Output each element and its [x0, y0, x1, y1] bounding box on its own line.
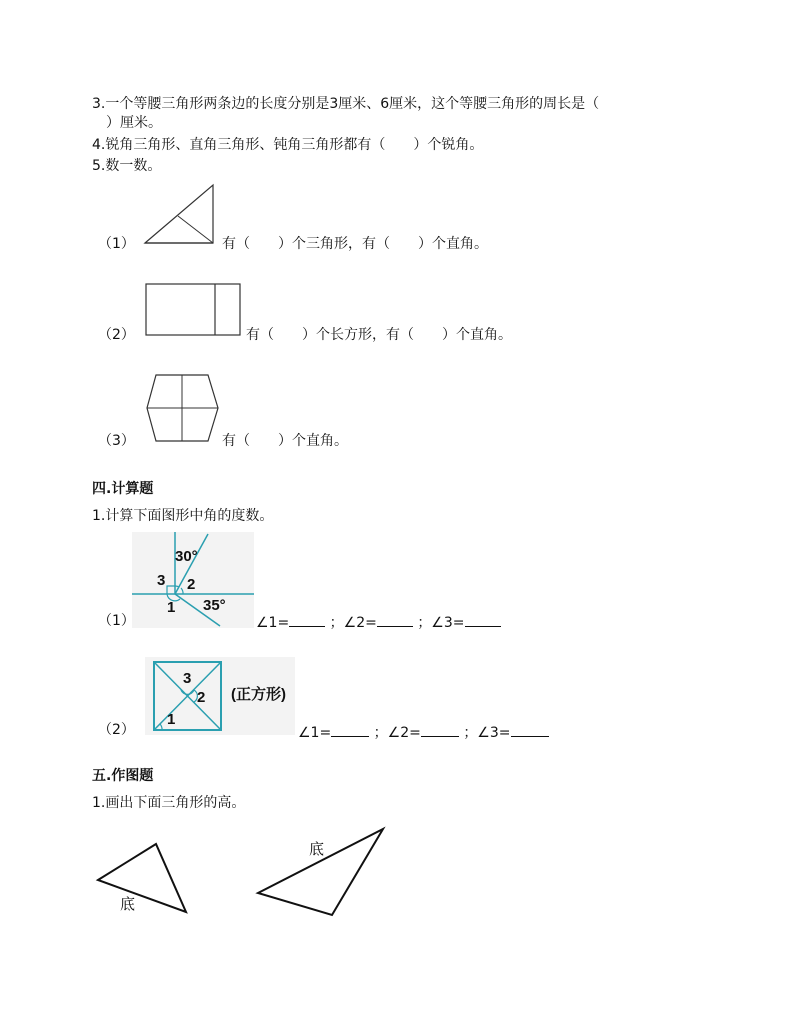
- q5-text: 5.数一数。: [92, 158, 162, 174]
- answer-2-blank[interactable]: [377, 612, 413, 627]
- angle-figure-1: [132, 532, 254, 628]
- section5-q1: 1.画出下面三角形的高。: [92, 795, 246, 811]
- answer-2-label: ；∠2=: [373, 725, 421, 741]
- angle-1-label: 1: [167, 599, 176, 616]
- right-base-label: 底: [309, 840, 325, 858]
- section4-heading: 四.计算题: [92, 481, 154, 497]
- answer-1-blank[interactable]: [331, 722, 369, 737]
- answer-3-blank[interactable]: [465, 612, 501, 627]
- answer-3-label: ；∠3=: [417, 615, 465, 631]
- q5-item2-text: 有（ ）个长方形，有（ ）个直角。: [246, 327, 512, 343]
- square-angle-3-label: 3: [183, 670, 192, 687]
- q4-item2-num: （2）: [98, 722, 135, 738]
- section4-q1: 1.计算下面图形中角的度数。: [92, 508, 274, 524]
- answer-2-blank[interactable]: [421, 722, 459, 737]
- hexagon-figure: [145, 373, 221, 445]
- q3-line2: ）厘米。: [92, 115, 162, 131]
- answer-1-label: ∠1=: [256, 615, 290, 631]
- square-angle-2-label: 2: [197, 689, 206, 706]
- angle-2-label: 2: [187, 576, 196, 593]
- q4-text: 4.锐角三角形、直角三角形、钝角三角形都有（ ）个锐角。: [92, 137, 484, 153]
- answer-3-blank[interactable]: [511, 722, 549, 737]
- q4-item2-answers: [298, 722, 549, 742]
- square-caption: (正方形): [231, 686, 286, 703]
- q5-item3-num: （3）: [98, 433, 135, 449]
- triangle-count-figure: [140, 183, 220, 245]
- answer-1-label: ∠1=: [298, 725, 332, 741]
- rectangle-count-figure: [145, 283, 243, 337]
- square-figure: [145, 657, 295, 735]
- section5-heading: 五.作图题: [92, 768, 154, 784]
- q5-item1-text: 有（ ）个三角形，有（ ）个直角。: [222, 236, 488, 252]
- q4-item1-answers: [256, 612, 501, 632]
- angle-30-label: 30°: [175, 548, 198, 565]
- angle-35-label: 35°: [203, 597, 226, 614]
- q5-item3-text: 有（ ）个直角。: [222, 433, 348, 449]
- q4-item1-num: （1）: [98, 613, 135, 629]
- left-triangle-figure: [94, 840, 192, 916]
- answer-1-blank[interactable]: [289, 612, 325, 627]
- answer-2-label: ；∠2=: [329, 615, 377, 631]
- answer-3-label: ；∠3=: [463, 725, 511, 741]
- q5-item1-num: （1）: [98, 236, 135, 252]
- left-base-label: 底: [120, 895, 136, 913]
- q3-line1: 3.一个等腰三角形两条边的长度分别是3厘米、6厘米，这个等腰三角形的周长是（: [92, 96, 600, 112]
- square-angle-1-label: 1: [167, 711, 176, 728]
- angle-3-label: 3: [157, 572, 166, 589]
- q5-item2-num: （2）: [98, 327, 135, 343]
